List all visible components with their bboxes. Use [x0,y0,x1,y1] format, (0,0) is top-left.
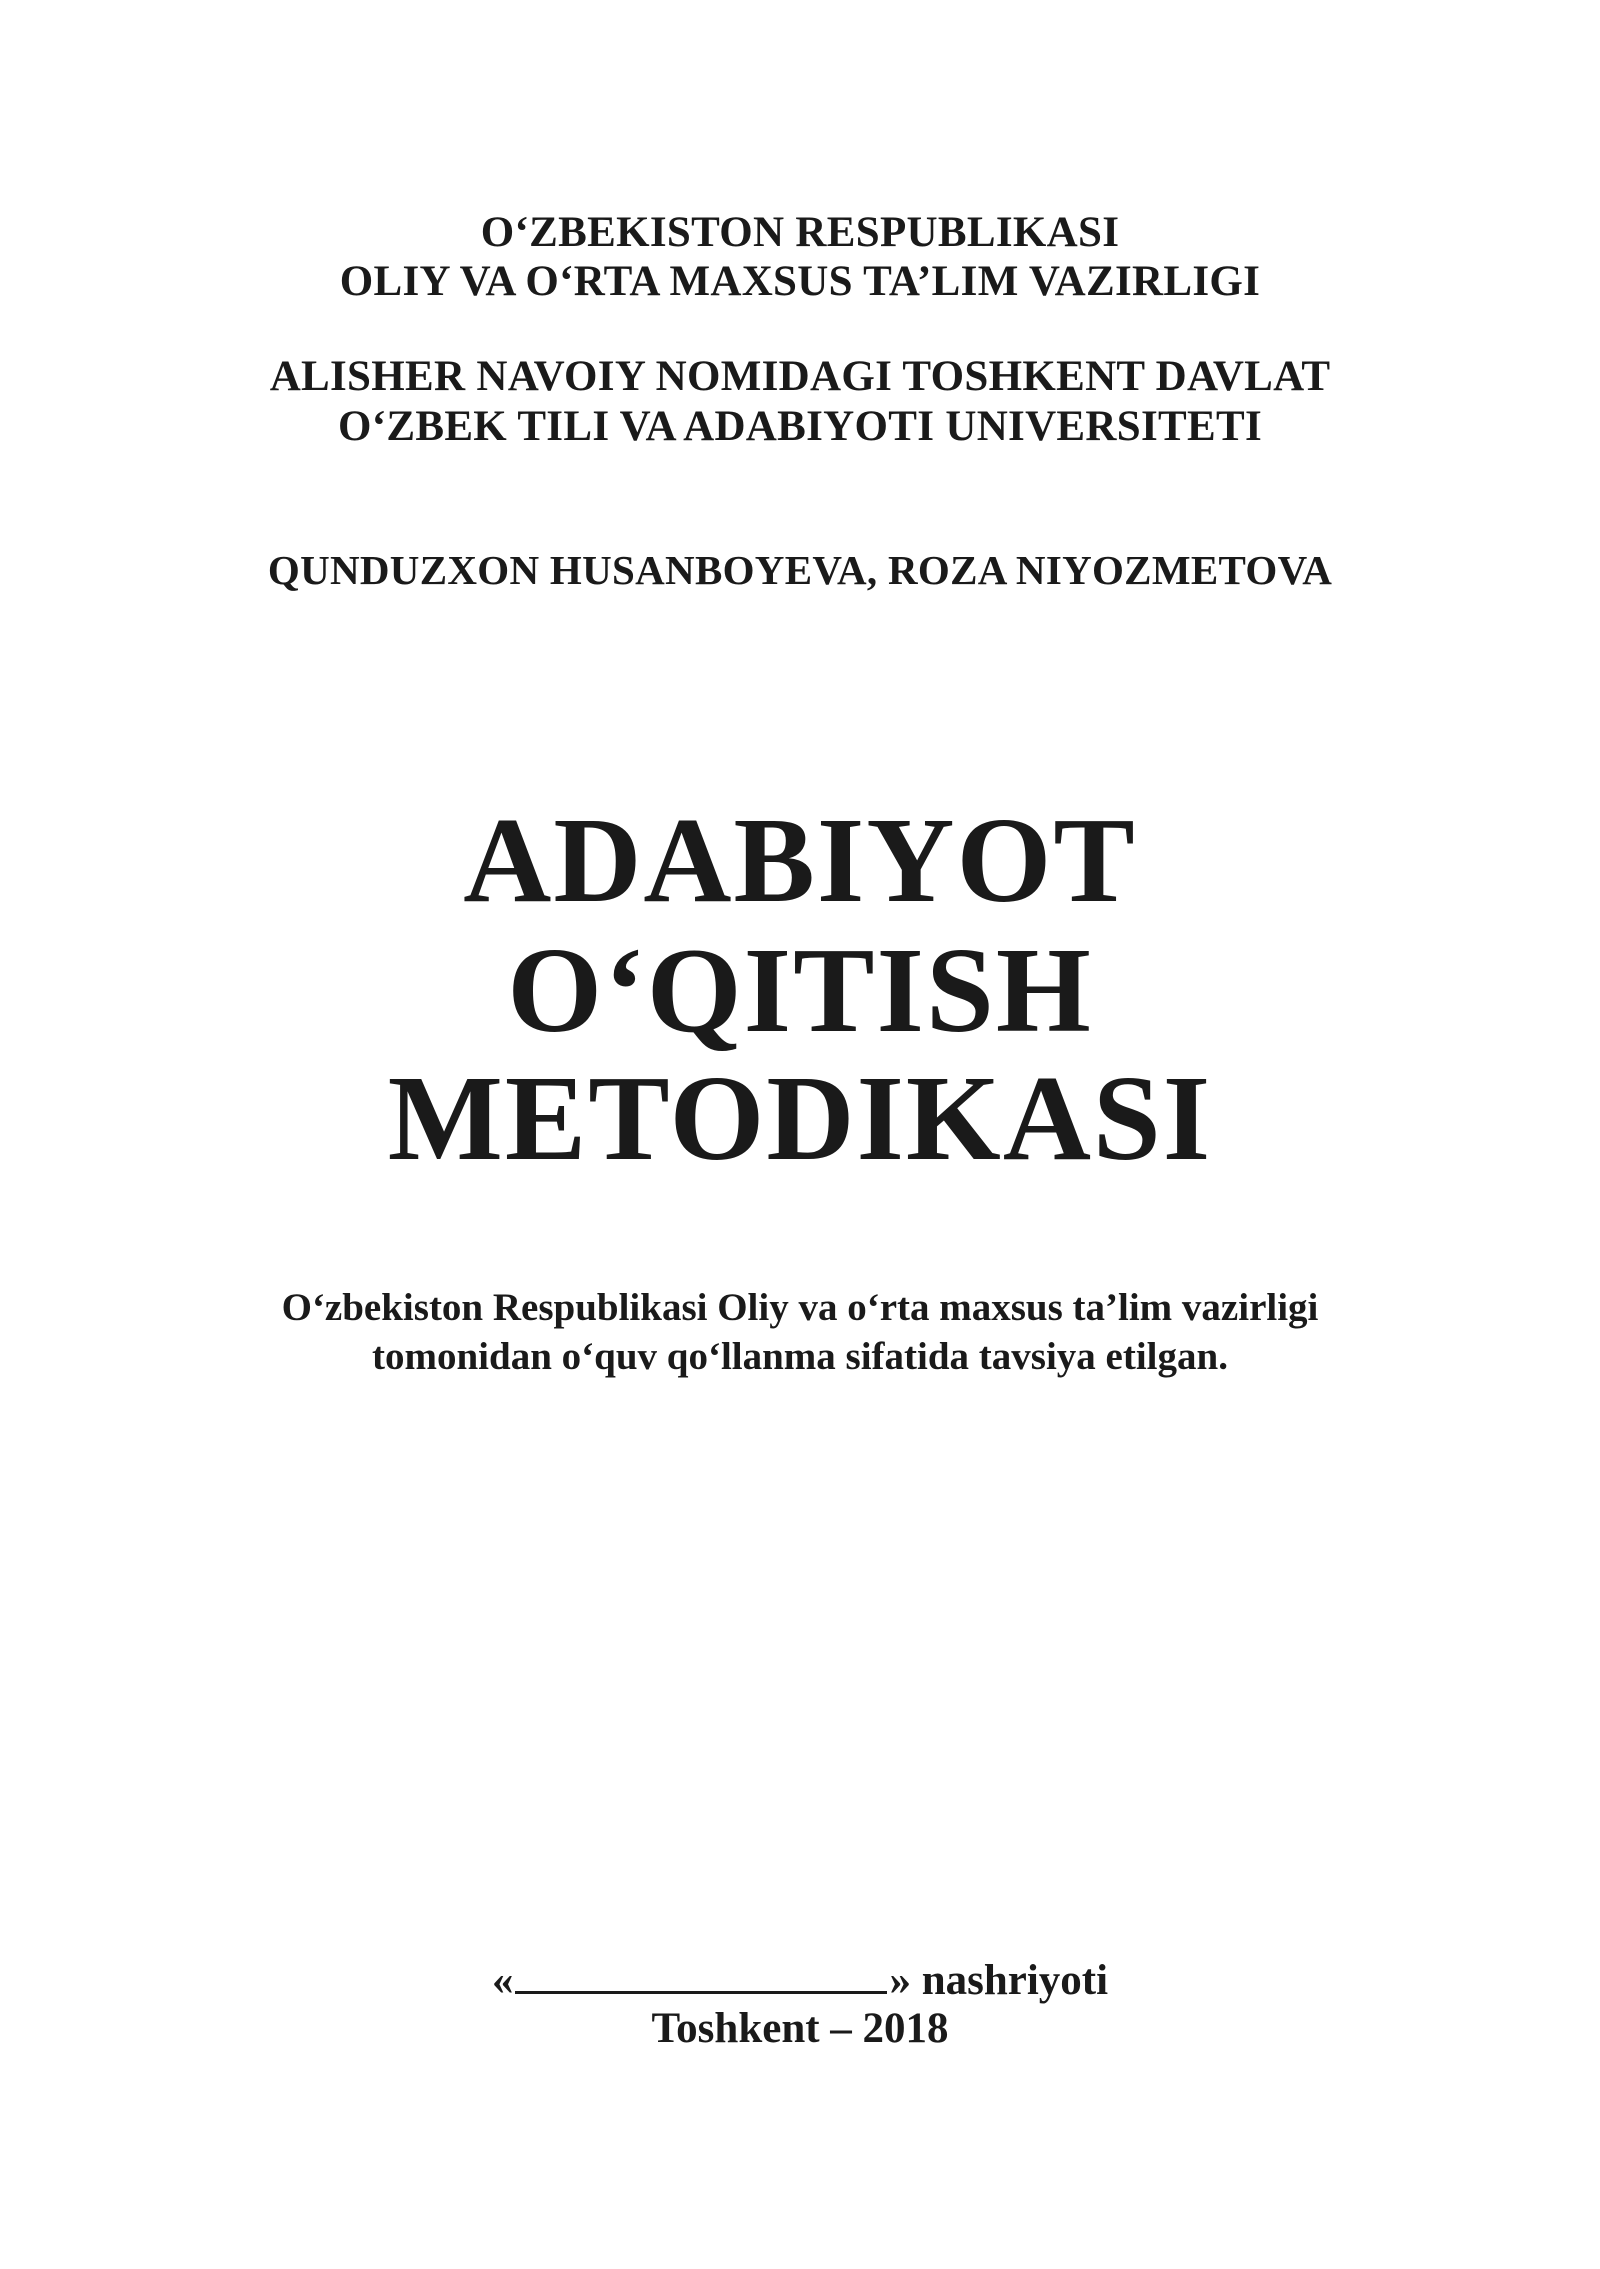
book-title-line-2: O‘QITISH [507,923,1093,1058]
university-line-2: O‘ZBEK TILI VA ADABIYOTI UNIVERSITETI [338,403,1262,450]
recommendation-line-1: O‘zbekiston Respublikasi Oliy va o‘rta maxsus ta’lim vazirligi [281,1286,1319,1329]
ministry-line-1: O‘ZBEKISTON RESPUBLIKASI [480,209,1120,256]
publisher-line [0,1955,1600,2005]
ministry-line-2: OLIY VA O‘RTA MAXSUS TA’LIM VAZIRLIGI [339,258,1261,305]
recommendation-line-2: tomonidan o‘quv qo‘llanma sifatida tavsiya etilgan. [372,1335,1228,1378]
publisher-open-quote: « [491,1957,514,2004]
book-title-line-1: ADABIYOT [463,793,1137,928]
city-year: Toshkent – 2018 [651,2005,949,2052]
authors: QUNDUZXON HUSANBOYEVA, ROZA NIYOZMETOVA [267,547,1333,593]
publisher-label: » nashriyoti [889,1957,1109,2004]
university-line-1: ALISHER NAVOIY NOMIDAGI TOSHKENT DAVLAT [269,353,1331,400]
book-title-line-3: METODIKASI [387,1051,1213,1186]
publisher-name-blank [515,1955,887,1994]
